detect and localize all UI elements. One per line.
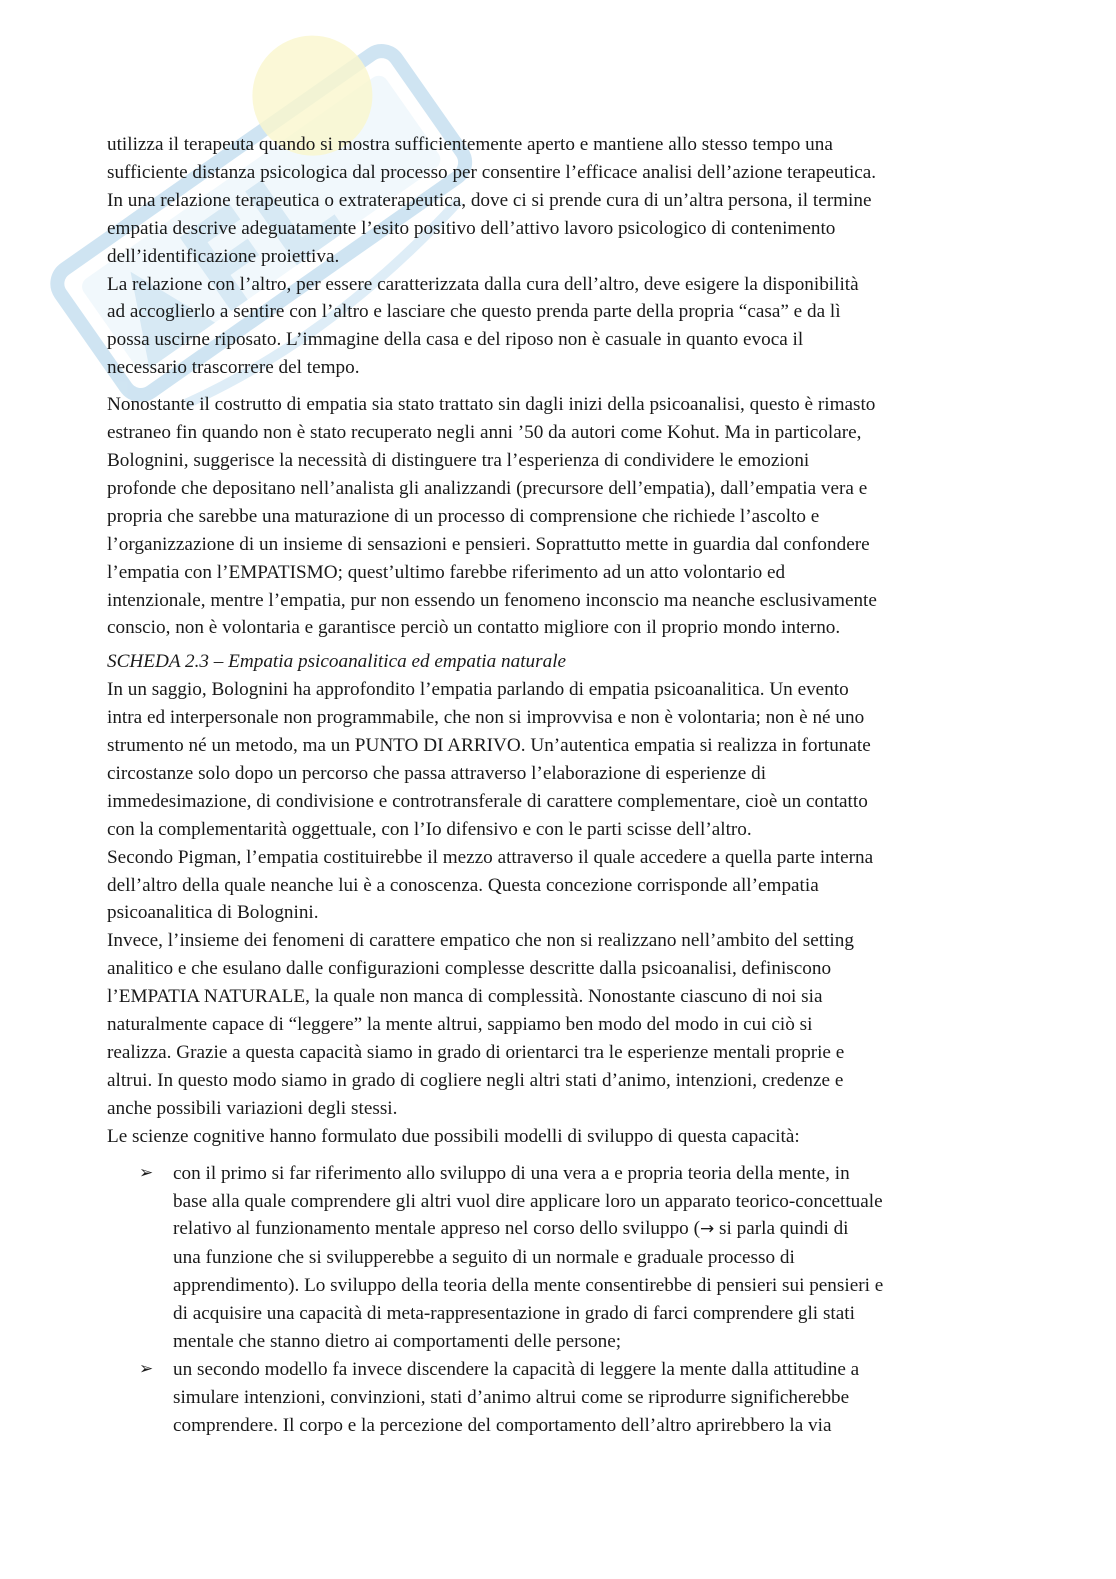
paragraph-1 bbox=[107, 131, 1007, 382]
text-line: un secondo modello fa invece discendere la capacità di leggere la mente dalla attitudine a bbox=[173, 1358, 860, 1380]
text-line: analitico e che esulano dalle configurazioni complesse descritte dalla psicoanalisi, definiscono bbox=[107, 958, 832, 980]
text-line: simulare intenzioni, convinzioni, stati d’animo altrui come se riprodurre significherebbe bbox=[173, 1386, 850, 1408]
text-line: circostanze solo dopo un percorso che passa attraverso l’elaborazione di esperienze di bbox=[107, 762, 767, 784]
arrow-bullet-icon: ➢ bbox=[139, 1358, 154, 1379]
text-line: Invece, l’insieme dei fenomeni di carattere empatico che non si realizzano nell’ambito del setting bbox=[107, 930, 854, 952]
text-line: strumento né un metodo, ma un PUNTO DI ARRIVO. Un’autentica empatia si realizza in fortunate bbox=[107, 735, 871, 757]
text-line: propria che sarebbe una maturazione di un processo di comprensione che richiede l’ascolto e bbox=[107, 505, 820, 527]
text-line: con il primo si far riferimento allo sviluppo di una vera a e propria teoria della mente, in bbox=[173, 1162, 850, 1184]
text-line: si parla quindi di bbox=[714, 1218, 849, 1240]
text-line: necessario trascorrere del tempo. bbox=[107, 357, 360, 379]
text-line: In una relazione terapeutica o extraterapeutica, dove ci si prende cura di un’altra persona, il termine bbox=[107, 189, 872, 211]
list-item bbox=[107, 1160, 1007, 1356]
text-line: empatia descrive adeguatamente l’esito positivo dell’attivo lavoro psicologico di contenimento bbox=[107, 217, 836, 239]
text-line: intenzionale, mentre l’empatia, pur non essendo un fenomeno inconscio ma neanche esclusivamente bbox=[107, 589, 877, 611]
text-line: mentale che stanno dietro ai comportamenti delle persone; bbox=[173, 1331, 622, 1353]
text-line: psicoanalitica di Bolognini. bbox=[107, 902, 319, 924]
text-line: una funzione che si svilupperebbe a seguito di un normale e graduale processo di bbox=[173, 1247, 795, 1269]
text-line: base alla quale comprendere gli altri vuol dire applicare loro un apparato teorico-concettuale bbox=[173, 1190, 883, 1212]
text-line: naturalmente capace di “leggere” la mente altrui, sappiamo ben modo del modo in cui ciò si bbox=[107, 1014, 813, 1036]
text-line: realizza. Grazie a questa capacità siamo in grado di orientarci tra le esperienze mentali proprie e bbox=[107, 1042, 845, 1063]
text-line: estraneo fin quando non è stato recuperato negli anni ’50 da autori come Kohut. Ma in particolare, bbox=[107, 422, 862, 444]
text-line: In un saggio, Bolognini ha approfondito l’empatia parlando di empatia psicoanalitica. Un evento bbox=[107, 679, 849, 701]
text-line: immedesimazione, di condivisione e controtransferale di carattere complementare, cioè un contatto bbox=[107, 790, 868, 812]
text-line: possa uscirne riposato. L’immagine della casa e del riposo non è casuale in quanto evoca il bbox=[107, 329, 804, 351]
bullet-list bbox=[107, 1160, 1007, 1440]
text-line: con la complementarità oggettuale, con l’Io difensivo e con le parti scisse dell’altro. bbox=[107, 818, 752, 840]
text-line: relativo al funzionamento mentale appreso nel corso dello sviluppo ( bbox=[173, 1218, 700, 1240]
paragraph-2 bbox=[107, 391, 1007, 642]
text-line: l’empatia con l’EMPATISMO; quest’ultimo farebbe riferimento ad un atto volontario ed bbox=[107, 561, 786, 583]
text-line: apprendimento). Lo sviluppo della teoria della mente consentirebbe di pensieri sui pensieri e bbox=[173, 1275, 884, 1297]
text-line: Nonostante il costrutto di empatia sia stato trattato sin dagli inizi della psicoanalisi, questo è rimasto bbox=[107, 394, 876, 416]
text-line: anche possibili variazioni degli stessi. bbox=[107, 1097, 398, 1119]
text-line: di acquisire una capacità di meta-rappresentazione in grado di farci comprendere gli stati bbox=[173, 1303, 855, 1325]
text-line: dell’identificazione proiettiva. bbox=[107, 245, 340, 267]
right-arrow-icon: → bbox=[699, 1219, 715, 1240]
document-page bbox=[107, 131, 1007, 1440]
text-line: ad accoglierlo a sentire con l’altro e lasciare che questo prenda parte della propria “casa” e da lì bbox=[107, 301, 841, 323]
text-line: utilizza il terapeuta quando si mostra sufficientemente aperto e mantiene allo stesso tempo una bbox=[107, 134, 833, 155]
text-line: Secondo Pigman, l’empatia costituirebbe il mezzo attraverso il quale accedere a quella parte interna bbox=[107, 846, 874, 868]
text-line: comprendere. Il corpo e la percezione del comportamento dell’altro aprirebbero la via bbox=[173, 1414, 832, 1436]
text-line: profonde che depositano nell’analista gli analizzandi (precursore dell’empatia), dall’empatia vera e bbox=[107, 477, 868, 499]
scheda-title: SCHEDA 2.3 – Empatia psicoanalitica ed empatia naturale bbox=[107, 651, 567, 673]
text-line: altrui. In questo modo siamo in grado di cogliere negli altri stati d’animo, intenzioni, credenze e bbox=[107, 1069, 844, 1091]
scheda-body bbox=[107, 676, 1007, 1150]
text-line: Bolognini, suggerisce la necessità di distinguere tra l’esperienza di condividere le emozioni bbox=[107, 449, 810, 471]
text-line: dell’altro della quale neanche lui è a conoscenza. Questa concezione corrisponde all’empatia bbox=[107, 874, 819, 896]
text-line: La relazione con l’altro, per essere caratterizzata dalla cura dell’altro, deve esigere la disponibilità bbox=[107, 273, 859, 295]
arrow-bullet-icon: ➢ bbox=[139, 1162, 154, 1183]
list-item bbox=[107, 1356, 1007, 1440]
text-line: conscio, non è volontaria e garantisce perciò un contatto migliore con il proprio mondo interno. bbox=[107, 617, 841, 639]
text-line: intra ed interpersonale non programmabile, che non si improvvisa e non è volontaria; non è né uno bbox=[107, 707, 865, 729]
text-line: l’organizzazione di un insieme di sensazioni e pensieri. Soprattutto mette in guardia dal confondere bbox=[107, 533, 870, 555]
text-line: sufficiente distanza psicologica dal processo per consentire l’efficace analisi dell’azione terapeutica. bbox=[107, 161, 877, 183]
text-line: l’EMPATIA NATURALE, la quale non manca di complessità. Nonostante ciascuno di noi sia bbox=[107, 986, 823, 1008]
text-line: Le scienze cognitive hanno formulato due possibili modelli di sviluppo di questa capacità: bbox=[107, 1125, 800, 1147]
